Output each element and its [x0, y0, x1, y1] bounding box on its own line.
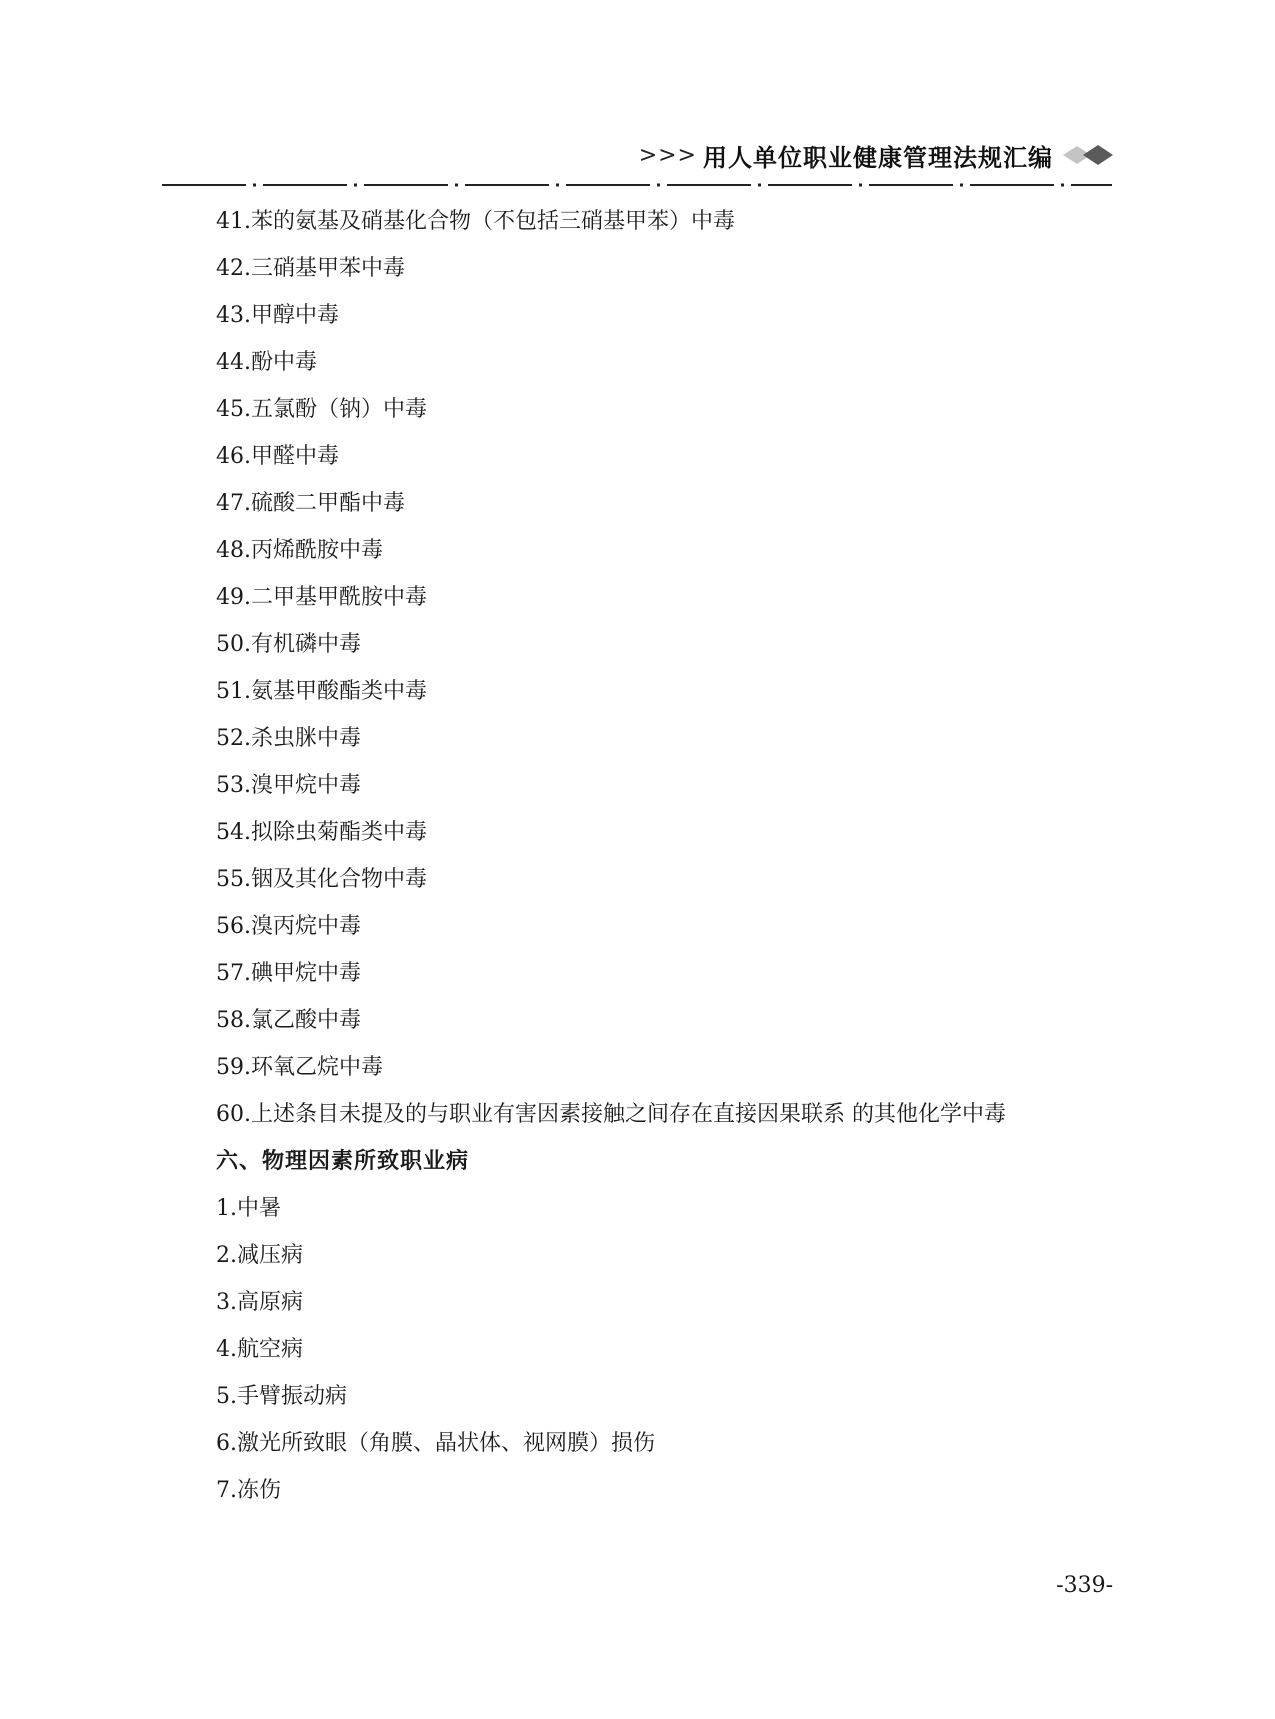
- list-item: 6.激光所致眼（角膜、晶状体、视网膜）损伤: [216, 1431, 655, 1456]
- rule-dash: [566, 184, 650, 186]
- list-item: 51.氨基甲酸酯类中毒: [216, 679, 427, 704]
- rule-dot: [657, 184, 660, 187]
- rule-dash: [1071, 184, 1112, 186]
- list-item: 1.中暑: [216, 1196, 281, 1221]
- rule-dash: [465, 184, 549, 186]
- rule-dash: [768, 184, 852, 186]
- rule-dash: [970, 184, 1054, 186]
- list-item: 41.苯的氨基及硝基化合物（不包括三硝基甲苯）中毒: [216, 209, 735, 234]
- list-item: 58.氯乙酸中毒: [216, 1008, 361, 1033]
- list-item: 7.冻伤: [216, 1478, 281, 1503]
- list-item: 55.铟及其化合物中毒: [216, 867, 427, 892]
- header-rule: [162, 182, 1112, 188]
- list-item: 49.二甲基甲酰胺中毒: [216, 585, 427, 610]
- rule-dot: [960, 184, 963, 187]
- list-item: 3.高原病: [216, 1290, 303, 1315]
- rule-dash: [162, 184, 246, 186]
- rule-dash: [869, 184, 953, 186]
- list-item: 57.碘甲烷中毒: [216, 961, 361, 986]
- list-item: 5.手臂振动病: [216, 1384, 347, 1409]
- list-item: 47.硫酸二甲酯中毒: [216, 491, 405, 516]
- list-item: 50.有机磷中毒: [216, 632, 361, 657]
- list-item: 48.丙烯酰胺中毒: [216, 538, 383, 563]
- rule-dash: [364, 184, 448, 186]
- rule-dot: [455, 184, 458, 187]
- header-arrows: >>>: [638, 142, 697, 168]
- double-diamond-ornament-icon: [1061, 142, 1117, 168]
- list-item: 42.三硝基甲苯中毒: [216, 256, 405, 281]
- chemical-poisoning-list: [216, 198, 1116, 1138]
- header-title: 用人单位职业健康管理法规汇编: [703, 142, 1053, 172]
- list-item: 4.航空病: [216, 1337, 303, 1362]
- list-item: 2.减压病: [216, 1243, 303, 1268]
- physical-factors-list: [216, 1185, 1116, 1514]
- list-item: 56.溴丙烷中毒: [216, 914, 361, 939]
- list-item: 53.溴甲烷中毒: [216, 773, 361, 798]
- page-number: -339-: [1056, 1573, 1113, 1598]
- rule-dot: [253, 184, 256, 187]
- rule-dot: [758, 184, 761, 187]
- rule-dot: [859, 184, 862, 187]
- rule-dot: [556, 184, 559, 187]
- list-item: 52.杀虫脒中毒: [216, 726, 361, 751]
- rule-dash: [263, 184, 347, 186]
- rule-dot: [354, 184, 357, 187]
- section-heading: 六、物理因素所致职业病: [216, 1149, 470, 1174]
- list-item: 59.环氧乙烷中毒: [216, 1055, 383, 1080]
- rule-dot: [1061, 184, 1064, 187]
- list-item: 60.上述条目未提及的与职业有害因素接触之间存在直接因果联系 的其他化学中毒: [216, 1102, 1006, 1127]
- list-item: 44.酚中毒: [216, 350, 317, 375]
- list-item: 43.甲醇中毒: [216, 303, 339, 328]
- list-item: 46.甲醛中毒: [216, 444, 339, 469]
- rule-dash: [667, 184, 751, 186]
- list-item: 45.五氯酚（钠）中毒: [216, 397, 427, 422]
- running-header: [639, 137, 1117, 173]
- list-item: 54.拟除虫菊酯类中毒: [216, 820, 427, 845]
- page-content: [216, 198, 1116, 1514]
